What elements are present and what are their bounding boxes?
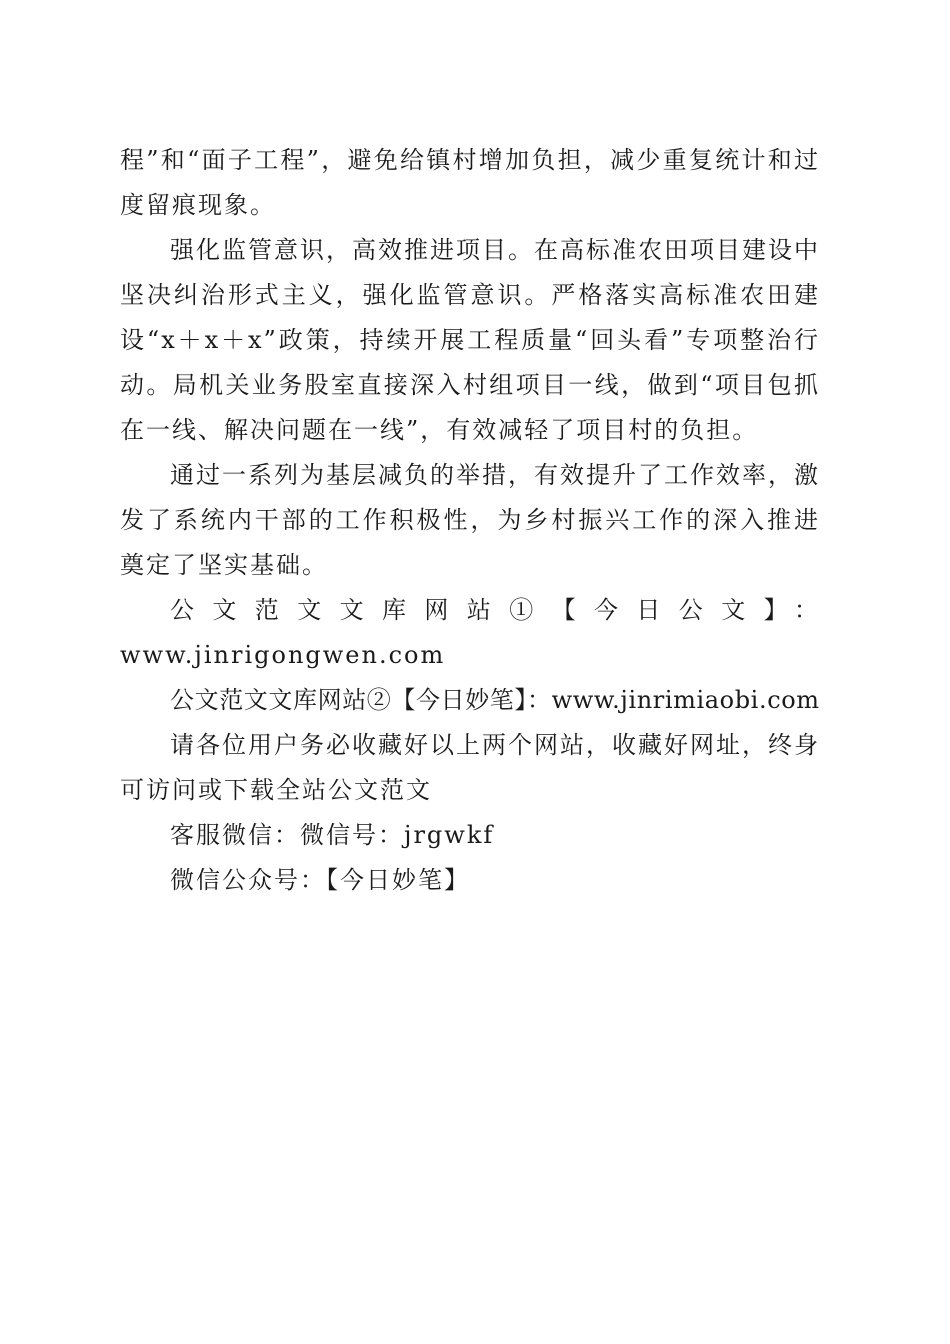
document-body [120, 138, 820, 903]
site1-label: 公文范文文库网站①【今日公文】： [170, 596, 820, 624]
bookmark-notice: 请各位用户务必收藏好以上两个网站，收藏好网址，终身可访问或下载全站公文范文 [120, 731, 820, 804]
service-wechat: 客服微信：微信号：jrgwkf [170, 821, 495, 849]
paragraph-continuation: 程”和“面子工程”，避免给镇村增加负担，减少重复统计和过度留痕现象。 [120, 146, 820, 219]
official-account: 微信公众号：【今日妙笔】 [170, 866, 470, 894]
site1-url[interactable]: www.jinrigongwen.com [120, 641, 446, 669]
paragraph-supervision: 强化监管意识，高效推进项目。在高标准农田项目建设中坚决纠治形式主义，强化监管意识。严格落实高标准农田建设“x＋x＋x”政策，持续开展工程质量“回头看”专项整治行动。局机关业务股室直接深入村组项目一线，做到“项目包抓在一线、解决问题在一线”，有效减轻了项目村的负担。 [120, 236, 820, 444]
paragraph-summary: 通过一系列为基层减负的举措，有效提升了工作效率，激发了系统内干部的工作积极性，为乡村振兴工作的深入推进奠定了坚实基础。 [120, 461, 820, 579]
site2-line[interactable]: 公文范文文库网站②【今日妙笔】：www.jinrimiaobi.com [170, 686, 820, 714]
